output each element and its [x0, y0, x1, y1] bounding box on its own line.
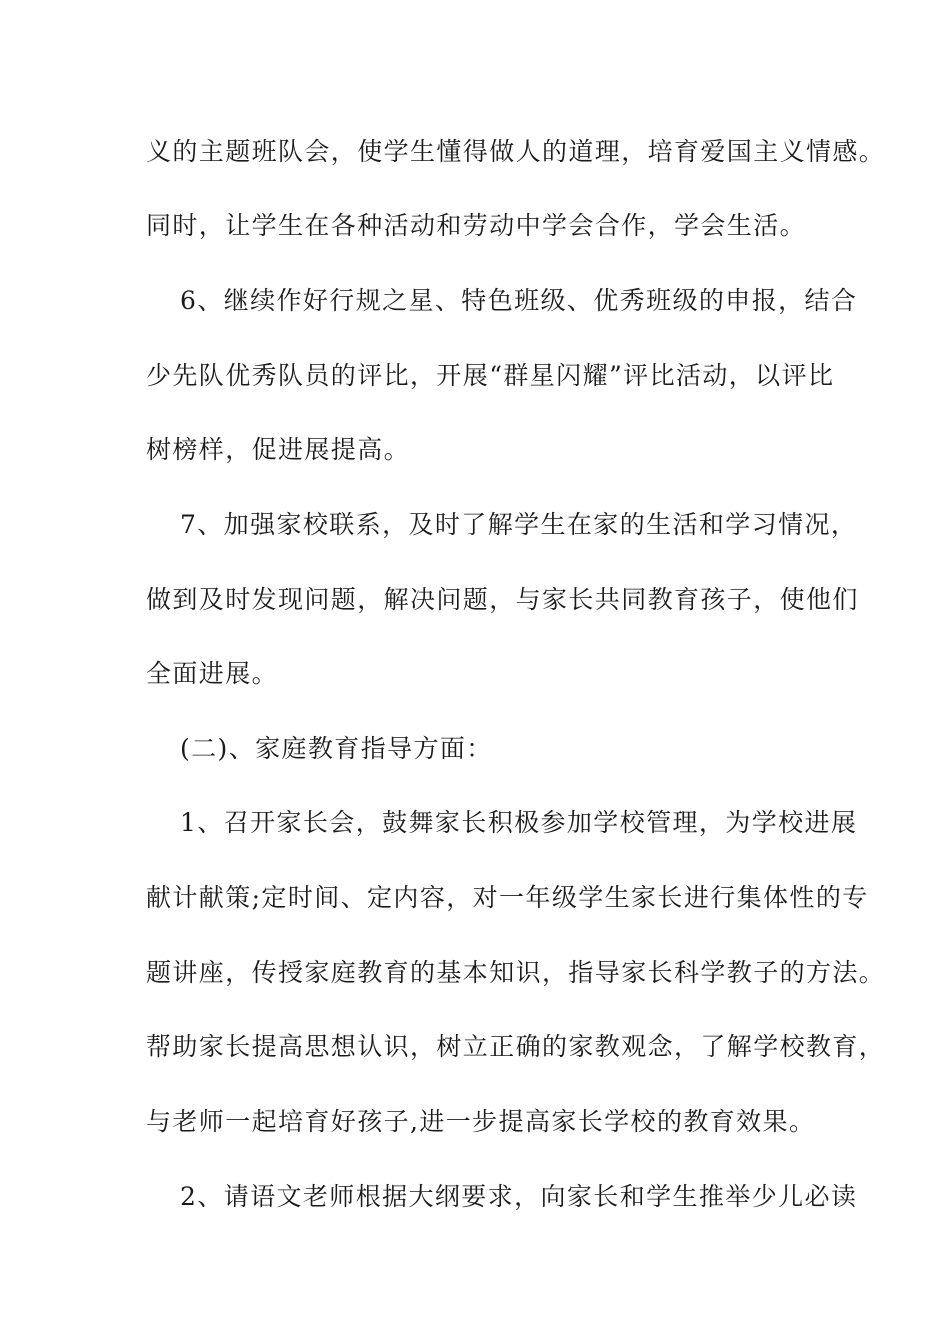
text-line: 做到及时发现问题，解决问题，与家长共同教育孩子，使他们 [146, 585, 859, 614]
text-line: 同时，让学生在各种活动和劳动中学会合作，学会生活。 [146, 211, 807, 240]
text-line: 献计献策;定时间、定内容，对一年级学生家长进行集体性的专 [146, 883, 869, 912]
paragraph-6-start: 6、继续作好行规之星、特色班级、优秀班级的申报，结合 [180, 286, 858, 315]
text-line: 帮助家长提高思想认识，树立正确的家教观念，了解学校教育， [146, 1032, 886, 1061]
paragraph-1-start: 1、召开家长会，鼓舞家长积极参加学校管理，为学校进展 [180, 808, 858, 837]
text-line: 题讲座，传授家庭教育的基本知识，指导家长科学教子的方法。 [146, 958, 886, 987]
text-line: 树榜样，促进展提高。 [146, 435, 411, 464]
section-heading: (二)、家庭教育指导方面： [180, 734, 493, 763]
text-line: 少先队优秀队员的评比，开展“群星闪耀”评比活动，以评比 [146, 361, 835, 390]
text-line: 与老师一起培育好孩子,进一步提高家长学校的教育效果。 [146, 1107, 816, 1136]
paragraph-7-start: 7、加强家校联系，及时了解学生在家的生活和学习情况， [180, 510, 858, 539]
text-line: 义的主题班队会，使学生懂得做人的道理，培育爱国主义情感。 [146, 137, 886, 166]
paragraph-2-start: 2、请语文老师根据大纲要求，向家长和学生推举少儿必读 [180, 1182, 858, 1211]
text-line: 全面进展。 [146, 659, 279, 688]
